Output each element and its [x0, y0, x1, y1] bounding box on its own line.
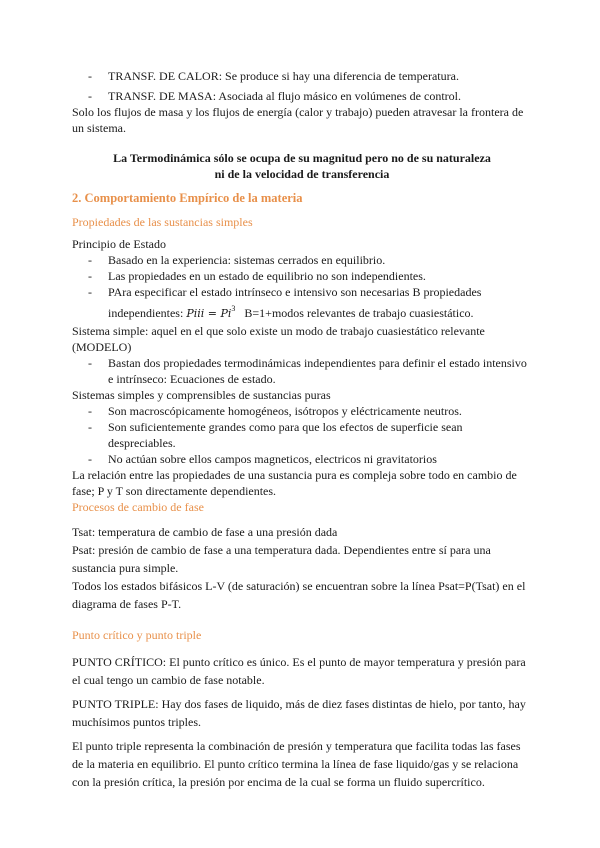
formula: Piii = Pi [186, 307, 232, 320]
bullet-dash: - [88, 285, 92, 299]
bold-statement-line1: La Termodinámica sólo se ocupa de su magnitud pero no de su naturaleza [113, 151, 491, 165]
tsat-line: Tsat: temperatura de cambio de fase a una presión dada [72, 525, 338, 539]
independientes-after: B=1+modos relevantes de trabajo cuasiestático. [244, 306, 474, 320]
bullet-text: Las propiedades en un estado de equilibrio no son independientes. [108, 269, 426, 283]
bullet-dash: - [88, 356, 92, 370]
subsection-heading: Propiedades de las sustancias simples [72, 215, 253, 229]
bullet-dash: - [88, 69, 92, 83]
bullet-dash: - [88, 452, 92, 466]
relacion-paragraph: La relación entre las propiedades de una sustancia pura es compleja sobre todo en cambio de fase; P y T son directamente dependientes. [72, 468, 517, 498]
bullet-text: Son macroscópicamente homogéneos, isótropos y eléctricamente neutros. [108, 404, 462, 418]
bullet-text: No actúan sobre ellos campos magneticos, electricos ni gravitatorios [108, 452, 437, 466]
punto-triple-paragraph: PUNTO TRIPLE: Hay dos fases de liquido, más de diez fases distintas de hielo, por tanto, hay muchísimos puntos triples. [72, 697, 526, 729]
bullet-text: Son suficientemente grandes como para que los efectos de superficie sean despreciables. [108, 420, 463, 450]
bold-statement [72, 150, 532, 182]
section-heading: 2. Comportamiento Empírico de la materia [72, 191, 303, 205]
punto-critico-paragraph: PUNTO CRÍTICO: El punto crítico es único. Es el punto de mayor temperatura y presión para el cual tengo un cambio de fase notable. [72, 655, 526, 687]
list-item [72, 252, 532, 268]
formula-exponent: 3 [231, 304, 236, 313]
principio-title: Principio de Estado [72, 237, 166, 251]
sustancias-title: Sistemas simples y comprensibles de sustancias puras [72, 388, 331, 402]
subsection-heading: Procesos de cambio de fase [72, 500, 204, 514]
independientes-label: independientes: [108, 306, 184, 320]
subsection-heading: Punto crítico y punto triple [72, 628, 202, 642]
list-item [72, 355, 532, 387]
list-item [72, 268, 532, 284]
bifasicos-paragraph: Todos los estados bifásicos L-V (de saturación) se encuentran sobre la línea Psat=P(Tsat) en el diagrama de fases P-T. [72, 579, 526, 611]
psat-paragraph: Psat: presión de cambio de fase a una temperatura dada. Dependientes entre sí para una sustancia pura simple. [72, 543, 491, 575]
bullet-dash: - [88, 420, 92, 434]
bullet-text: PAra especificar el estado intrínseco e intensivo son necesarias B propiedades [108, 285, 482, 299]
bullet-dash: - [88, 404, 92, 418]
bullet-text: TRANSF. DE MASA: Asociada al flujo másico en volúmenes de control. [108, 89, 461, 103]
bullet-dash: - [88, 89, 92, 103]
list-item [72, 284, 532, 300]
bold-statement-line2: ni de la velocidad de transferencia [214, 167, 390, 181]
flujos-paragraph: Solo los flujos de masa y los flujos de energía (calor y trabajo) pueden atravesar la frontera de un sistema. [72, 105, 524, 135]
bullet-text: Basado en la experiencia: sistemas cerrados en equilibrio. [108, 253, 386, 267]
punto-final-paragraph: El punto triple representa la combinación de presión y temperatura que facilita todas las fases de la materia en equilibrio. El punto crítico termina la línea de fase liquido/gas y se relaciona con la presión crítica, la presión por encima de la cual se forma un fluido supercrítico. [72, 739, 521, 789]
bullet-text: TRANSF. DE CALOR: Se produce si hay una diferencia de temperatura. [108, 69, 459, 83]
list-item [72, 451, 532, 467]
sistema-simple: Sistema simple: aquel en el que solo existe un modo de trabajo cuasiestático relevante (MODELO) [72, 324, 485, 354]
list-item [72, 68, 532, 84]
list-item [72, 403, 532, 419]
bullet-dash: - [88, 253, 92, 267]
list-item [72, 419, 532, 451]
independientes-line [72, 300, 532, 323]
bullet-text: Bastan dos propiedades termodinámicas independientes para definir el estado intensivo e intrínseco: Ecuaciones de estado. [108, 356, 527, 386]
bullet-dash: - [88, 269, 92, 283]
document-page [72, 68, 532, 791]
list-item [72, 88, 532, 104]
